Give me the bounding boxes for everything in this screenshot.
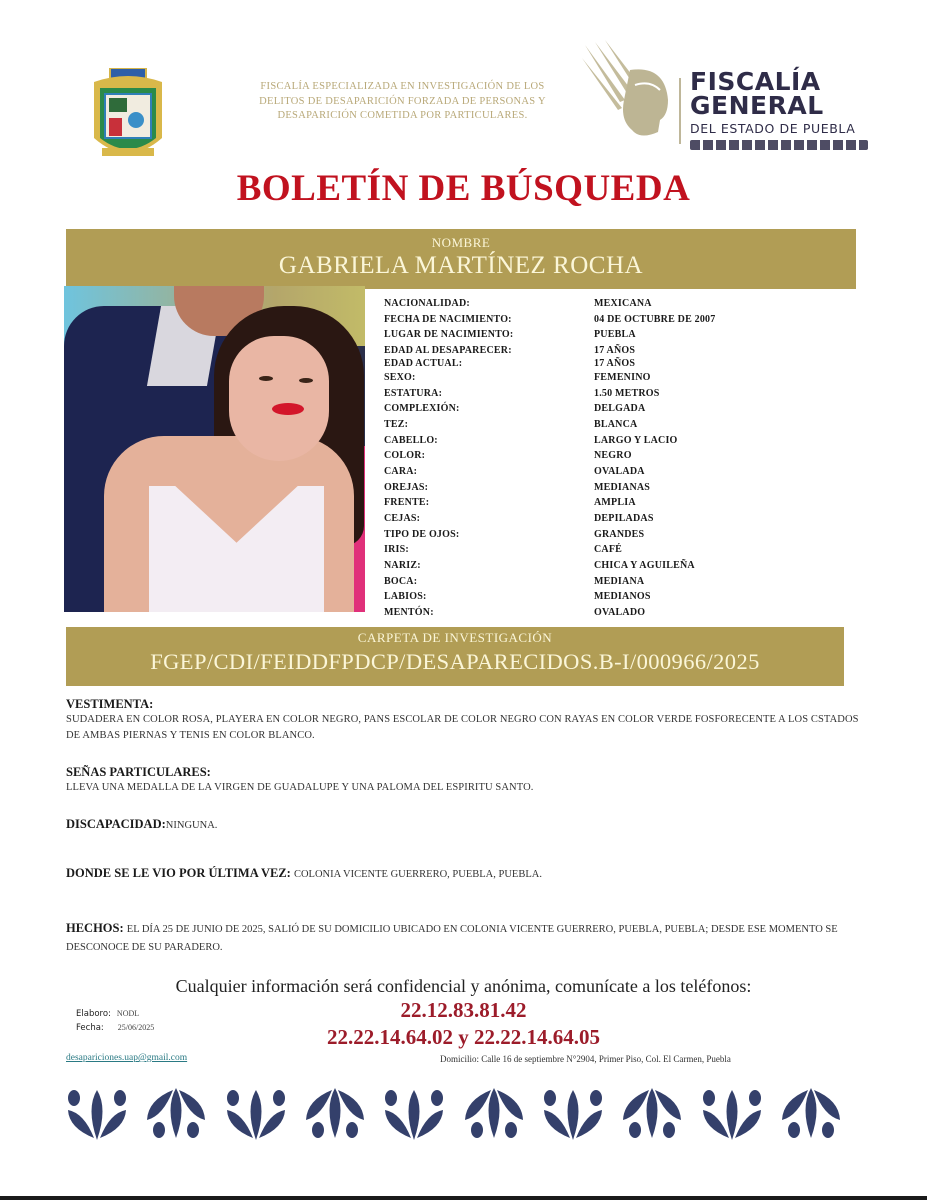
coat-of-arms-icon [92,68,164,164]
detail-row [384,448,715,464]
detail-row [384,401,715,417]
ornament-motif-icon [778,1088,844,1140]
facts-section [66,920,856,956]
ornament-motif-icon [619,1088,685,1140]
logo-line-2: GENERAL [690,91,824,120]
disability-text: NINGUNA. [165,820,218,831]
detail-label: LABIOS: [384,591,427,603]
detail-value: LARGO Y LACIO [594,434,678,446]
detail-value: DELGADA [594,403,646,415]
fiscalia-general-logo [580,40,870,150]
logo-divider [679,78,681,144]
detail-row [384,464,715,480]
ornament-motif-icon [699,1088,765,1140]
detail-label: COMPLEXIÓN: [384,403,460,415]
detail-label: IRIS: [384,544,409,556]
phone-number-primary: 22.12.83.81.42 [400,998,527,1022]
detail-label: CEJAS: [384,512,421,524]
detail-value: MEDIANAS [594,481,651,493]
fecha-value: 25/06/2025 [117,1023,155,1032]
last-seen-heading: DONDE SE LE VIO POR ÚLTIMA VEZ: [66,866,291,880]
logo-line-3: DEL ESTADO DE PUEBLA [690,121,856,136]
phone-numbers-secondary: 22.22.14.64.02 y 22.22.14.64.05 [327,1025,600,1049]
distinguishing-marks-heading: SEÑAS PARTICULARES: [66,765,211,779]
detail-value: PUEBLA [594,329,636,341]
agency-name: FISCALÍA ESPECIALIZADA EN INVESTIGACIÓN DE LOS DELITOS DE DESAPARICIÓN FORZADA DE PERSONAS Y DESAPARICIÓN COMETIDA POR PARTICULARES. [259,81,546,121]
detail-value: CAFÉ [594,544,623,556]
name-banner [66,229,856,289]
photo-lips [272,403,304,415]
detail-label: SEXO: [384,371,416,383]
facts-text: EL DÍA 25 DE JUNIO DE 2025, SALIÓ DE SU DOMICILIO UBICADO EN COLONIA VICENTE GUERRERO, PUEBLA, PUEBLA; DESDE ESE MOMENTO SE DESCONOCE DE SU PARADERO. [66,924,838,953]
detail-row [384,542,715,558]
detail-value: 17 AÑOS [594,344,636,356]
detail-label: BOCA: [384,575,418,587]
detail-value: MEDIANOS [594,591,651,603]
page-title: BOLETÍN DE BÚSQUEDA [236,168,691,209]
detail-row [384,527,715,543]
document-metadata [76,1007,154,1035]
photo-face [229,336,329,461]
detail-label: NARIZ: [384,559,421,571]
detail-label: COLOR: [384,450,426,462]
talavera-pattern-icon [690,140,868,150]
detail-row [384,327,715,343]
missing-person-photo [64,286,365,612]
disability-heading: DISCAPACIDAD: [66,817,166,831]
detail-label: OREJAS: [384,481,429,493]
talavera-ornament-border [64,1088,844,1140]
detail-value: GRANDES [594,528,645,540]
detail-value: OVALADA [594,465,645,477]
detail-row [384,574,715,590]
detail-row [384,296,715,312]
detail-label: LUGAR DE NACIMIENTO: [384,329,514,341]
detail-row [384,312,715,328]
detail-row [384,370,715,386]
distinguishing-marks-text: LLEVA UNA MEDALLA DE LA VIRGEN DE GUADALUPE Y UNA PALOMA DEL ESPIRITU SANTO. [66,782,534,793]
logo-line-1: FISCALÍA [690,67,821,96]
detail-value: AMPLIA [594,497,636,509]
last-seen-text: COLONIA VICENTE GUERRERO, PUEBLA, PUEBLA. [293,869,542,880]
detail-label: TEZ: [384,418,409,430]
detail-value: NEGRO [594,450,632,462]
detail-row [384,480,715,496]
fecha-label: Fecha: [76,1023,104,1033]
detail-row [384,417,715,433]
detail-row [384,511,715,527]
detail-row [384,343,715,357]
detail-value: MEXICANA [594,298,652,309]
detail-value: MEDIANA [594,575,645,587]
bottom-edge [0,1196,927,1200]
detail-label: CABELLO: [384,434,438,446]
person-name: GABRIELA MARTÍNEZ ROCHA [278,252,644,279]
confidential-contact-text: Cualquier información será confidencial y anónima, comunícate a los teléfonos: [175,976,752,996]
winged-head-icon [580,40,675,145]
detail-row [384,386,715,402]
office-address: Domicilio: Calle 16 de septiembre N°2904, Primer Piso, Col. El Carmen, Puebla [440,1054,731,1064]
detail-label: EDAD AL DESAPARECER: [384,344,512,356]
detail-label: MENTÓN: [384,606,434,618]
clothing-section [66,697,861,744]
ornament-motif-icon [381,1088,447,1140]
name-label: NOMBRE [431,235,491,250]
ornament-motif-icon [540,1088,606,1140]
detail-value: OVALADO [594,606,646,618]
elaboro-label: Elaboro: [76,1009,111,1019]
contact-email-link[interactable]: desapariciones.uap@gmail.com [66,1053,188,1063]
detail-value: 1.50 METROS [594,387,660,399]
detail-label: FECHA DE NACIMIENTO: [384,313,512,325]
ornament-motif-icon [461,1088,527,1140]
detail-label: EDAD ACTUAL: [384,357,463,369]
detail-row [384,605,715,621]
detail-value: 17 AÑOS [594,357,636,369]
physical-details-table [384,296,715,620]
investigation-file-banner [66,627,844,686]
detail-label: CARA: [384,465,418,477]
clothing-heading: VESTIMENTA: [66,697,154,711]
last-seen-section [66,866,542,881]
distinguishing-marks-section [66,765,861,796]
detail-row [384,495,715,511]
detail-label: ESTATURA: [384,387,443,399]
investigation-file-label: CARPETA DE INVESTIGACIÓN [357,630,553,645]
facts-heading: HECHOS: [66,921,124,935]
detail-row [384,558,715,574]
ornament-motif-icon [302,1088,368,1140]
detail-value: CHICA Y AGUILEÑA [594,559,695,571]
logo-text [690,67,868,150]
detail-value: BLANCA [594,418,638,430]
detail-value: FEMENINO [594,371,651,383]
disability-section [66,817,217,832]
photo-eye [259,376,273,381]
detail-value: DEPILADAS [594,512,654,524]
detail-row [384,357,715,370]
elaboro-value: NODL [116,1009,140,1018]
detail-label: TIPO DE OJOS: [384,528,460,540]
detail-row [384,589,715,605]
ornament-motif-icon [143,1088,209,1140]
investigation-file-number: FGEP/CDI/FEIDDFPDCP/DESAPARECIDOS.B-I/000966/2025 [150,649,760,674]
clothing-text: SUDADERA EN COLOR ROSA, PLAYERA EN COLOR NEGRO, PANS ESCOLAR DE COLOR NEGRO CON RAYAS EN COLOR VERDE FOSFORECENTE A LOS CSTADOS DE AMBAS PIERNAS Y TENIS EN COLOR BLANCO. [66,714,859,741]
detail-value: 04 DE OCTUBRE DE 2007 [594,313,716,325]
detail-row [384,433,715,449]
photo-eye [299,378,313,383]
detail-label: FRENTE: [384,497,430,509]
ornament-motif-icon [64,1088,130,1140]
detail-label: NACIONALIDAD: [384,298,470,309]
ornament-motif-icon [223,1088,289,1140]
